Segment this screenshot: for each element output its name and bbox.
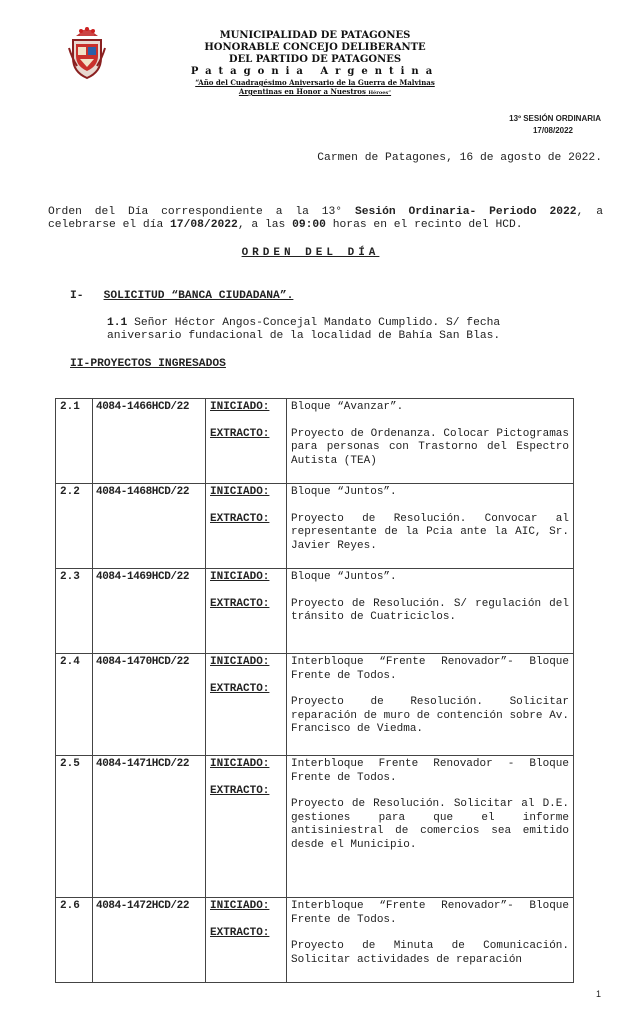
iniciado-value: Bloque “Juntos”. [291,486,397,498]
row-values [287,898,574,983]
header-line-4: Patagonia Argentina [190,66,440,77]
row-values [287,654,574,756]
extracto-label: EXTRACTO: [210,597,270,610]
iniciado-label: INICIADO: [210,656,270,668]
row-labels [206,399,287,484]
header-motto-1: “Año del Cuadragésimo Aniversario de la Guerra de Malvinas [195,78,435,87]
row-file-number: 4084-1468HCD/22 [93,484,206,569]
section-1-item: 1.1 Señor Héctor Angos-Concejal Mandato Cumplido. S/ fecha aniversario fundacional de la localidad de Bahía San Blas. [107,317,501,342]
table-row [56,898,574,983]
row-values [287,399,574,484]
header-motto-2: Argentinas en Honor a Nuestros Héroes” [238,87,392,96]
header-line-3: DEL PARTIDO DE PATAGONES [228,54,402,65]
table-row [56,399,574,484]
header-line-1: MUNICIPALIDAD DE PATAGONES [219,30,411,41]
row-labels [206,484,287,569]
session-label: 13º SESIÓN ORDINARIA [509,114,601,123]
row-labels [206,654,287,756]
row-file-number: 4084-1469HCD/22 [93,569,206,654]
extracto-value: Proyecto de Ordenanza. Colocar Pictogramas para personas con Trastorno del Espectro Autista (TEA) [291,427,569,467]
row-file-number: 4084-1472HCD/22 [93,898,206,983]
section-2-heading: II-PROYECTOS INGRESADOS [70,358,226,370]
intro-paragraph: Orden del Día correspondiente a la 13° Sesión Ordinaria- Periodo 2022, a celebrarse el día 17/08/2022, a las 09:00 horas en el recinto del HCD. [48,206,603,231]
iniciado-label: INICIADO: [210,401,270,413]
extracto-value: Proyecto de Resolución. Solicitar reparación de muro de contención sobre Av. Francisco de Viedma. [291,696,569,735]
iniciado-value: Bloque “Juntos”. [291,571,397,583]
row-labels [206,569,287,654]
row-file-number: 4084-1466HCD/22 [93,399,206,484]
row-values [287,756,574,898]
row-file-number: 4084-1471HCD/22 [93,756,206,898]
row-number: 2.4 [56,654,93,756]
iniciado-label: INICIADO: [210,900,270,912]
projects-table [55,398,574,983]
header-line-2: HONORABLE CONCEJO DELIBERANTE [204,42,426,53]
row-number: 2.2 [56,484,93,569]
session-date: 17/08/2022 [532,126,573,135]
extracto-label: EXTRACTO: [210,512,270,525]
row-number: 2.3 [56,569,93,654]
row-labels [206,898,287,983]
iniciado-label: INICIADO: [210,571,270,583]
extracto-value: Proyecto de Resolución. S/ regulación del tránsito de Cuatriciclos. [291,597,569,623]
session-info [441,113,601,137]
row-number: 2.5 [56,756,93,898]
extracto-value: Proyecto de Resolución. Convocar al representante de la Pcia ante la AIC, Sr. Javier Reyes. [291,512,569,552]
extracto-label: EXTRACTO: [210,682,270,695]
document-title: ORDEN DEL DÍA [241,247,380,259]
table-row [56,756,574,898]
row-values [287,484,574,569]
extracto-value: Proyecto de Resolución. Solicitar al D.E. gestiones para que el informe antisiniestral de comercios sea emitido desde el Municipio. [291,798,569,851]
letterhead [140,30,490,98]
place-date: Carmen de Patagones, 16 de agosto de 2022. [317,152,602,164]
page-number: 1 [595,989,601,999]
row-number: 2.1 [56,399,93,484]
extracto-value: Proyecto de Minuta de Comunicación. Solicitar actividades de reparación [291,940,569,966]
row-values [287,569,574,654]
iniciado-value: Interbloque “Frente Renovador”- Bloque Frente de Todos. [291,900,569,926]
row-labels [206,756,287,898]
table-row [56,654,574,756]
iniciado-value: Bloque “Avanzar”. [291,401,404,413]
iniciado-label: INICIADO: [210,486,270,498]
extracto-label: EXTRACTO: [210,427,270,440]
iniciado-label: INICIADO: [210,758,270,770]
municipal-crest-icon [68,26,106,80]
section-1-heading: I- SOLICITUD “BANCA CIUDADANA”. [70,290,294,302]
row-file-number: 4084-1470HCD/22 [93,654,206,756]
iniciado-value: Interbloque Frente Renovador - Bloque Frente de Todos. [291,758,569,784]
iniciado-value: Interbloque “Frente Renovador”- Bloque Frente de Todos. [291,656,569,682]
table-row [56,484,574,569]
row-number: 2.6 [56,898,93,983]
table-row [56,569,574,654]
extracto-label: EXTRACTO: [210,926,270,939]
extracto-label: EXTRACTO: [210,784,270,797]
